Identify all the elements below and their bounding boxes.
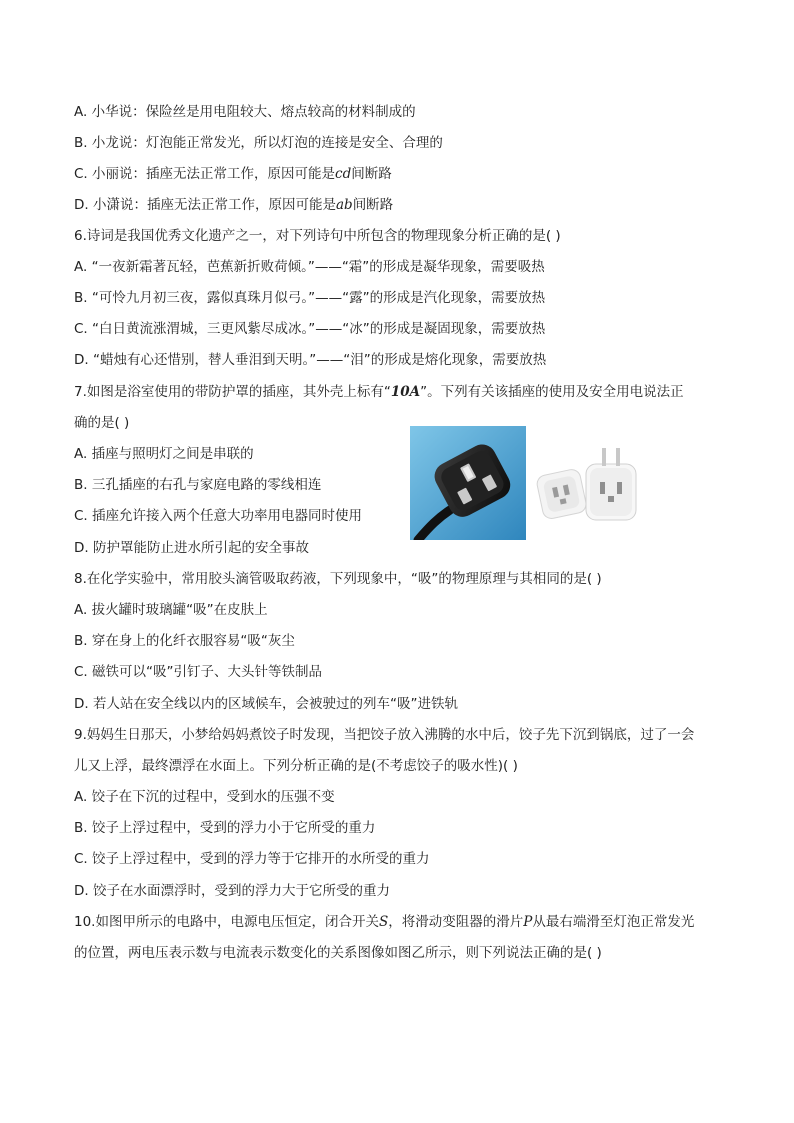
q6-option-c: C. “白日黄流涨渭城，三更风紫尽成冰。”——“冰”的形成是凝固现象，需要放热 [74, 321, 546, 337]
plug-photo [410, 426, 526, 540]
q5-option-a: A. 小华说：保险丝是用电阻较大、熔点较高的材料制成的 [74, 104, 416, 120]
q10-stem-line2: 的位置，两电压表示数与电流表示数变化的关系图像如图乙所示，则下列说法正确的是( ) [74, 945, 602, 961]
q8-stem: 8.在化学实验中，常用胶头滴管吸取药液，下列现象中，“吸”的物理原理与其相同的是( ) [74, 571, 602, 587]
q9-option-b: B. 饺子上浮过程中，受到的浮力小于它所受的重力 [74, 820, 376, 836]
q5-option-d [74, 195, 393, 215]
q5-option-c [74, 164, 392, 184]
adapter-icon [526, 426, 642, 540]
q7-option-d: D. 防护罩能防止进水所引起的安全事故 [74, 540, 309, 556]
adapter-photo [526, 426, 642, 540]
q6-option-b: B. “可怜九月初三夜，露似真珠月似弓。”——“露”的形成是汽化现象，需要放热 [74, 290, 546, 306]
q8-option-c: C. 磁铁可以“吸”引钉子、大头针等铁制品 [74, 664, 322, 680]
q7-stem-var: 10A [390, 384, 421, 400]
q9-option-c: C. 饺子上浮过程中，受到的浮力等于它排开的水所受的重力 [74, 851, 430, 867]
q7-option-c: C. 插座允许接入两个任意大功率用电器同时使用 [74, 508, 363, 524]
q6-option-d: D. “蜡烛有心还惜别，替人垂泪到天明。”——“泪”的形成是熔化现象，需要放热 [74, 352, 547, 368]
q7-stem-text: 7.如图是浴室使用的带防护罩的插座，其外壳上标有“ [74, 384, 391, 400]
q8-option-d: D. 若人站在安全线以内的区域候车，会被驶过的列车“吸”进铁轨 [74, 696, 458, 712]
q10-stem-mid: ，将滑动变阻器的滑片 [388, 914, 524, 930]
plug-icon [410, 426, 526, 540]
q7-stem-line2: 确的是( ) [74, 415, 130, 431]
q7-socket-figure [410, 426, 642, 540]
q7-stem [74, 382, 684, 402]
q5-option-d-suffix: 间断路 [352, 197, 394, 213]
q7-stem-suffix: ”。下列有关该插座的使用及安全用电说法正 [420, 384, 684, 400]
q5-option-c-text: C. 小丽说：插座无法正常工作，原因可能是 [74, 166, 336, 182]
q5-option-d-var: ab [335, 197, 353, 213]
q7-option-a: A. 插座与照明灯之间是串联的 [74, 446, 254, 462]
q10-stem-var-s: S [378, 914, 389, 930]
q7-option-b: B. 三孔插座的右孔与家庭电路的零线相连 [74, 477, 322, 493]
q9-stem-line2: 儿又上浮，最终漂浮在水面上。下列分析正确的是(不考虑饺子的吸水性)( ) [74, 758, 518, 774]
q6-stem: 6.诗词是我国优秀文化遗产之一，对下列诗句中所包含的物理现象分析正确的是( ) [74, 228, 561, 244]
q9-option-d: D. 饺子在水面漂浮时，受到的浮力大于它所受的重力 [74, 883, 390, 899]
q5-option-c-var: cd [335, 166, 352, 182]
q9-option-a: A. 饺子在下沉的过程中，受到水的压强不变 [74, 789, 335, 805]
q6-option-a: A. “一夜新霜著瓦轻，芭蕉新折败荷倾。”——“霜”的形成是凝华现象，需要吸热 [74, 259, 545, 275]
q10-stem-var-p: P [523, 914, 533, 930]
q9-stem: 9.妈妈生日那天，小梦给妈妈煮饺子时发现，当把饺子放入沸腾的水中后，饺子先下沉到锅底，过了一会 [74, 727, 695, 743]
q10-stem [74, 912, 694, 932]
q10-stem-suffix: 从最右端滑至灯泡正常发光 [532, 914, 695, 930]
q10-stem-text: 10.如图甲所示的电路中，电源电压恒定，闭合开关 [74, 914, 379, 930]
q8-option-b: B. 穿在身上的化纤衣服容易“吸“灰尘 [74, 633, 295, 649]
q5-option-c-suffix: 间断路 [351, 166, 392, 182]
q5-option-d-text: D. 小潇说：插座无法正常工作，原因可能是 [74, 197, 336, 213]
q8-option-a: A. 拔火罐时玻璃罐“吸”在皮肤上 [74, 602, 268, 618]
q5-option-b: B. 小龙说：灯泡能正常发光，所以灯泡的连接是安全、合理的 [74, 135, 443, 151]
